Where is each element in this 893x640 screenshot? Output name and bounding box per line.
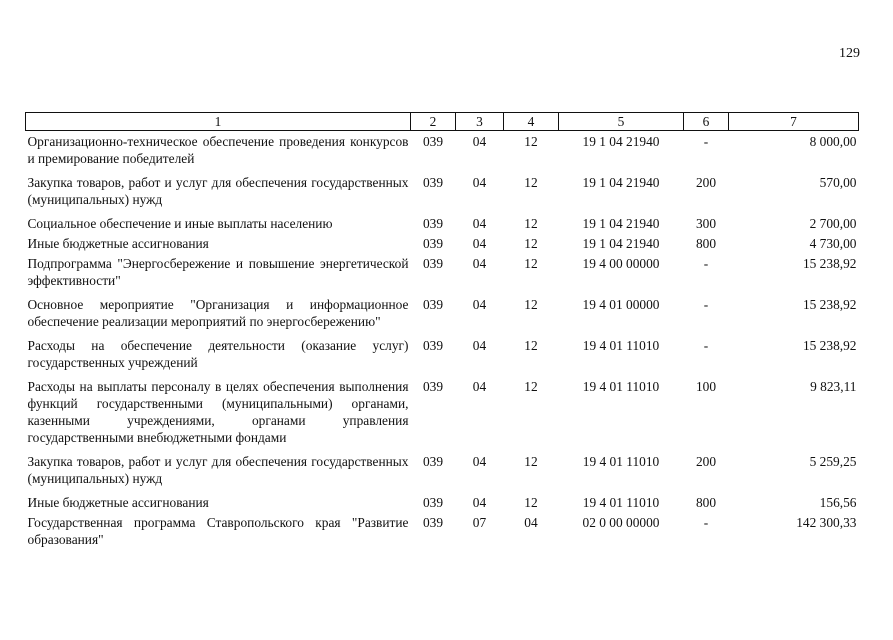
section-code: 04 — [472, 256, 487, 271]
ministry-code: 039 — [422, 379, 444, 394]
amount: 2 700,00 — [809, 216, 857, 231]
amount: 15 238,92 — [802, 338, 857, 353]
target-article-code: 19 1 04 21940 — [582, 175, 660, 190]
section-code: 04 — [472, 134, 487, 149]
table-row — [26, 253, 859, 294]
subsection-code: 12 — [524, 216, 538, 231]
subsection-code: 12 — [524, 338, 538, 353]
amount: 15 238,92 — [802, 256, 857, 271]
target-article-code: 19 1 04 21940 — [582, 236, 660, 251]
table-row — [26, 294, 859, 335]
table-row — [26, 512, 859, 549]
subsection-code: 12 — [524, 297, 538, 312]
expense-type-code: - — [703, 297, 709, 312]
column-header: 1 — [26, 113, 411, 131]
amount: 9 823,11 — [810, 379, 857, 394]
expense-type-code: 800 — [695, 495, 717, 510]
target-article-code: 02 0 00 00000 — [582, 515, 660, 530]
target-article-code: 19 4 01 11010 — [582, 338, 660, 353]
amount: 4 730,00 — [809, 236, 857, 251]
target-article-code: 19 1 04 21940 — [582, 134, 660, 149]
amount: 570,00 — [819, 175, 857, 190]
section-code: 04 — [472, 236, 487, 251]
subsection-code: 12 — [524, 175, 538, 190]
amount: 8 000,00 — [809, 134, 857, 149]
table-row — [26, 492, 859, 512]
target-article-code: 19 4 00 00000 — [582, 256, 660, 271]
amount: 15 238,92 — [802, 297, 857, 312]
column-header: 4 — [504, 113, 559, 131]
expense-name: Закупка товаров, работ и услуг для обеспечения государственных (муниципальных) нужд — [27, 454, 409, 486]
target-article-code: 19 4 01 11010 — [582, 495, 660, 510]
subsection-code: 12 — [524, 236, 538, 251]
ministry-code: 039 — [422, 216, 444, 231]
table-row — [26, 451, 859, 492]
expense-name: Иные бюджетные ассигнования — [27, 495, 209, 510]
ministry-code: 039 — [422, 515, 444, 530]
column-header: 6 — [684, 113, 729, 131]
expense-name: Иные бюджетные ассигнования — [27, 236, 209, 251]
expense-type-code: - — [703, 134, 709, 149]
table-row — [26, 172, 859, 213]
table-row — [26, 376, 859, 451]
section-code: 07 — [472, 515, 487, 530]
target-article-code: 19 4 01 11010 — [582, 454, 660, 469]
subsection-code: 04 — [524, 515, 538, 530]
expense-type-code: 100 — [695, 379, 717, 394]
amount: 5 259,25 — [809, 454, 857, 469]
target-article-code: 19 1 04 21940 — [582, 216, 660, 231]
section-code: 04 — [472, 338, 487, 353]
ministry-code: 039 — [422, 134, 444, 149]
section-code: 04 — [472, 297, 487, 312]
expense-name: Государственная программа Ставропольского края "Развитие образования" — [27, 515, 409, 547]
section-code: 04 — [472, 175, 487, 190]
budget-table — [25, 112, 859, 549]
target-article-code: 19 4 01 11010 — [582, 379, 660, 394]
subsection-code: 12 — [524, 256, 538, 271]
subsection-code: 12 — [524, 134, 538, 149]
column-number-header — [26, 113, 859, 131]
column-header: 5 — [559, 113, 684, 131]
section-code: 04 — [472, 495, 487, 510]
expense-type-code: 300 — [695, 216, 717, 231]
table-row — [26, 233, 859, 253]
ministry-code: 039 — [422, 256, 444, 271]
expense-name: Подпрограмма "Энергосбережение и повышение энергетической эффективности" — [27, 256, 409, 288]
column-header: 7 — [729, 113, 859, 131]
expense-name: Организационно-техническое обеспечение проведения конкурсов и премирование победителей — [27, 134, 409, 166]
expense-name: Закупка товаров, работ и услуг для обеспечения государственных (муниципальных) нужд — [27, 175, 409, 207]
column-header: 3 — [456, 113, 504, 131]
ministry-code: 039 — [422, 495, 444, 510]
ministry-code: 039 — [422, 338, 444, 353]
ministry-code: 039 — [422, 297, 444, 312]
expense-type-code: 200 — [695, 175, 717, 190]
amount: 156,56 — [819, 495, 857, 510]
expense-name: Расходы на выплаты персоналу в целях обеспечения выполнения функций государственными (муниципальными) органами, казенными учреждениями, органами управления государственными внебюджетными фондами — [27, 379, 409, 445]
table-row — [26, 213, 859, 233]
expense-type-code: - — [703, 256, 709, 271]
expense-type-code: 200 — [695, 454, 717, 469]
amount: 142 300,33 — [796, 515, 857, 530]
section-code: 04 — [472, 379, 487, 394]
ministry-code: 039 — [422, 454, 444, 469]
table-row — [26, 131, 859, 173]
column-header: 2 — [411, 113, 456, 131]
expense-name: Социальное обеспечение и иные выплаты населению — [27, 216, 333, 231]
subsection-code: 12 — [524, 495, 538, 510]
section-code: 04 — [472, 454, 487, 469]
target-article-code: 19 4 01 00000 — [582, 297, 660, 312]
ministry-code: 039 — [422, 236, 444, 251]
subsection-code: 12 — [524, 379, 538, 394]
ministry-code: 039 — [422, 175, 444, 190]
table-row — [26, 335, 859, 376]
expense-type-code: - — [703, 515, 709, 530]
expense-name: Основное мероприятие "Организация и информационное обеспечение реализации мероприятий по энергосбережению" — [27, 297, 409, 329]
subsection-code: 12 — [524, 454, 538, 469]
expense-type-code: - — [703, 338, 709, 353]
expense-type-code: 800 — [695, 236, 717, 251]
expense-name: Расходы на обеспечение деятельности (оказание услуг) государственных учреждений — [27, 338, 409, 370]
section-code: 04 — [472, 216, 487, 231]
page-number: 129 — [839, 46, 860, 61]
